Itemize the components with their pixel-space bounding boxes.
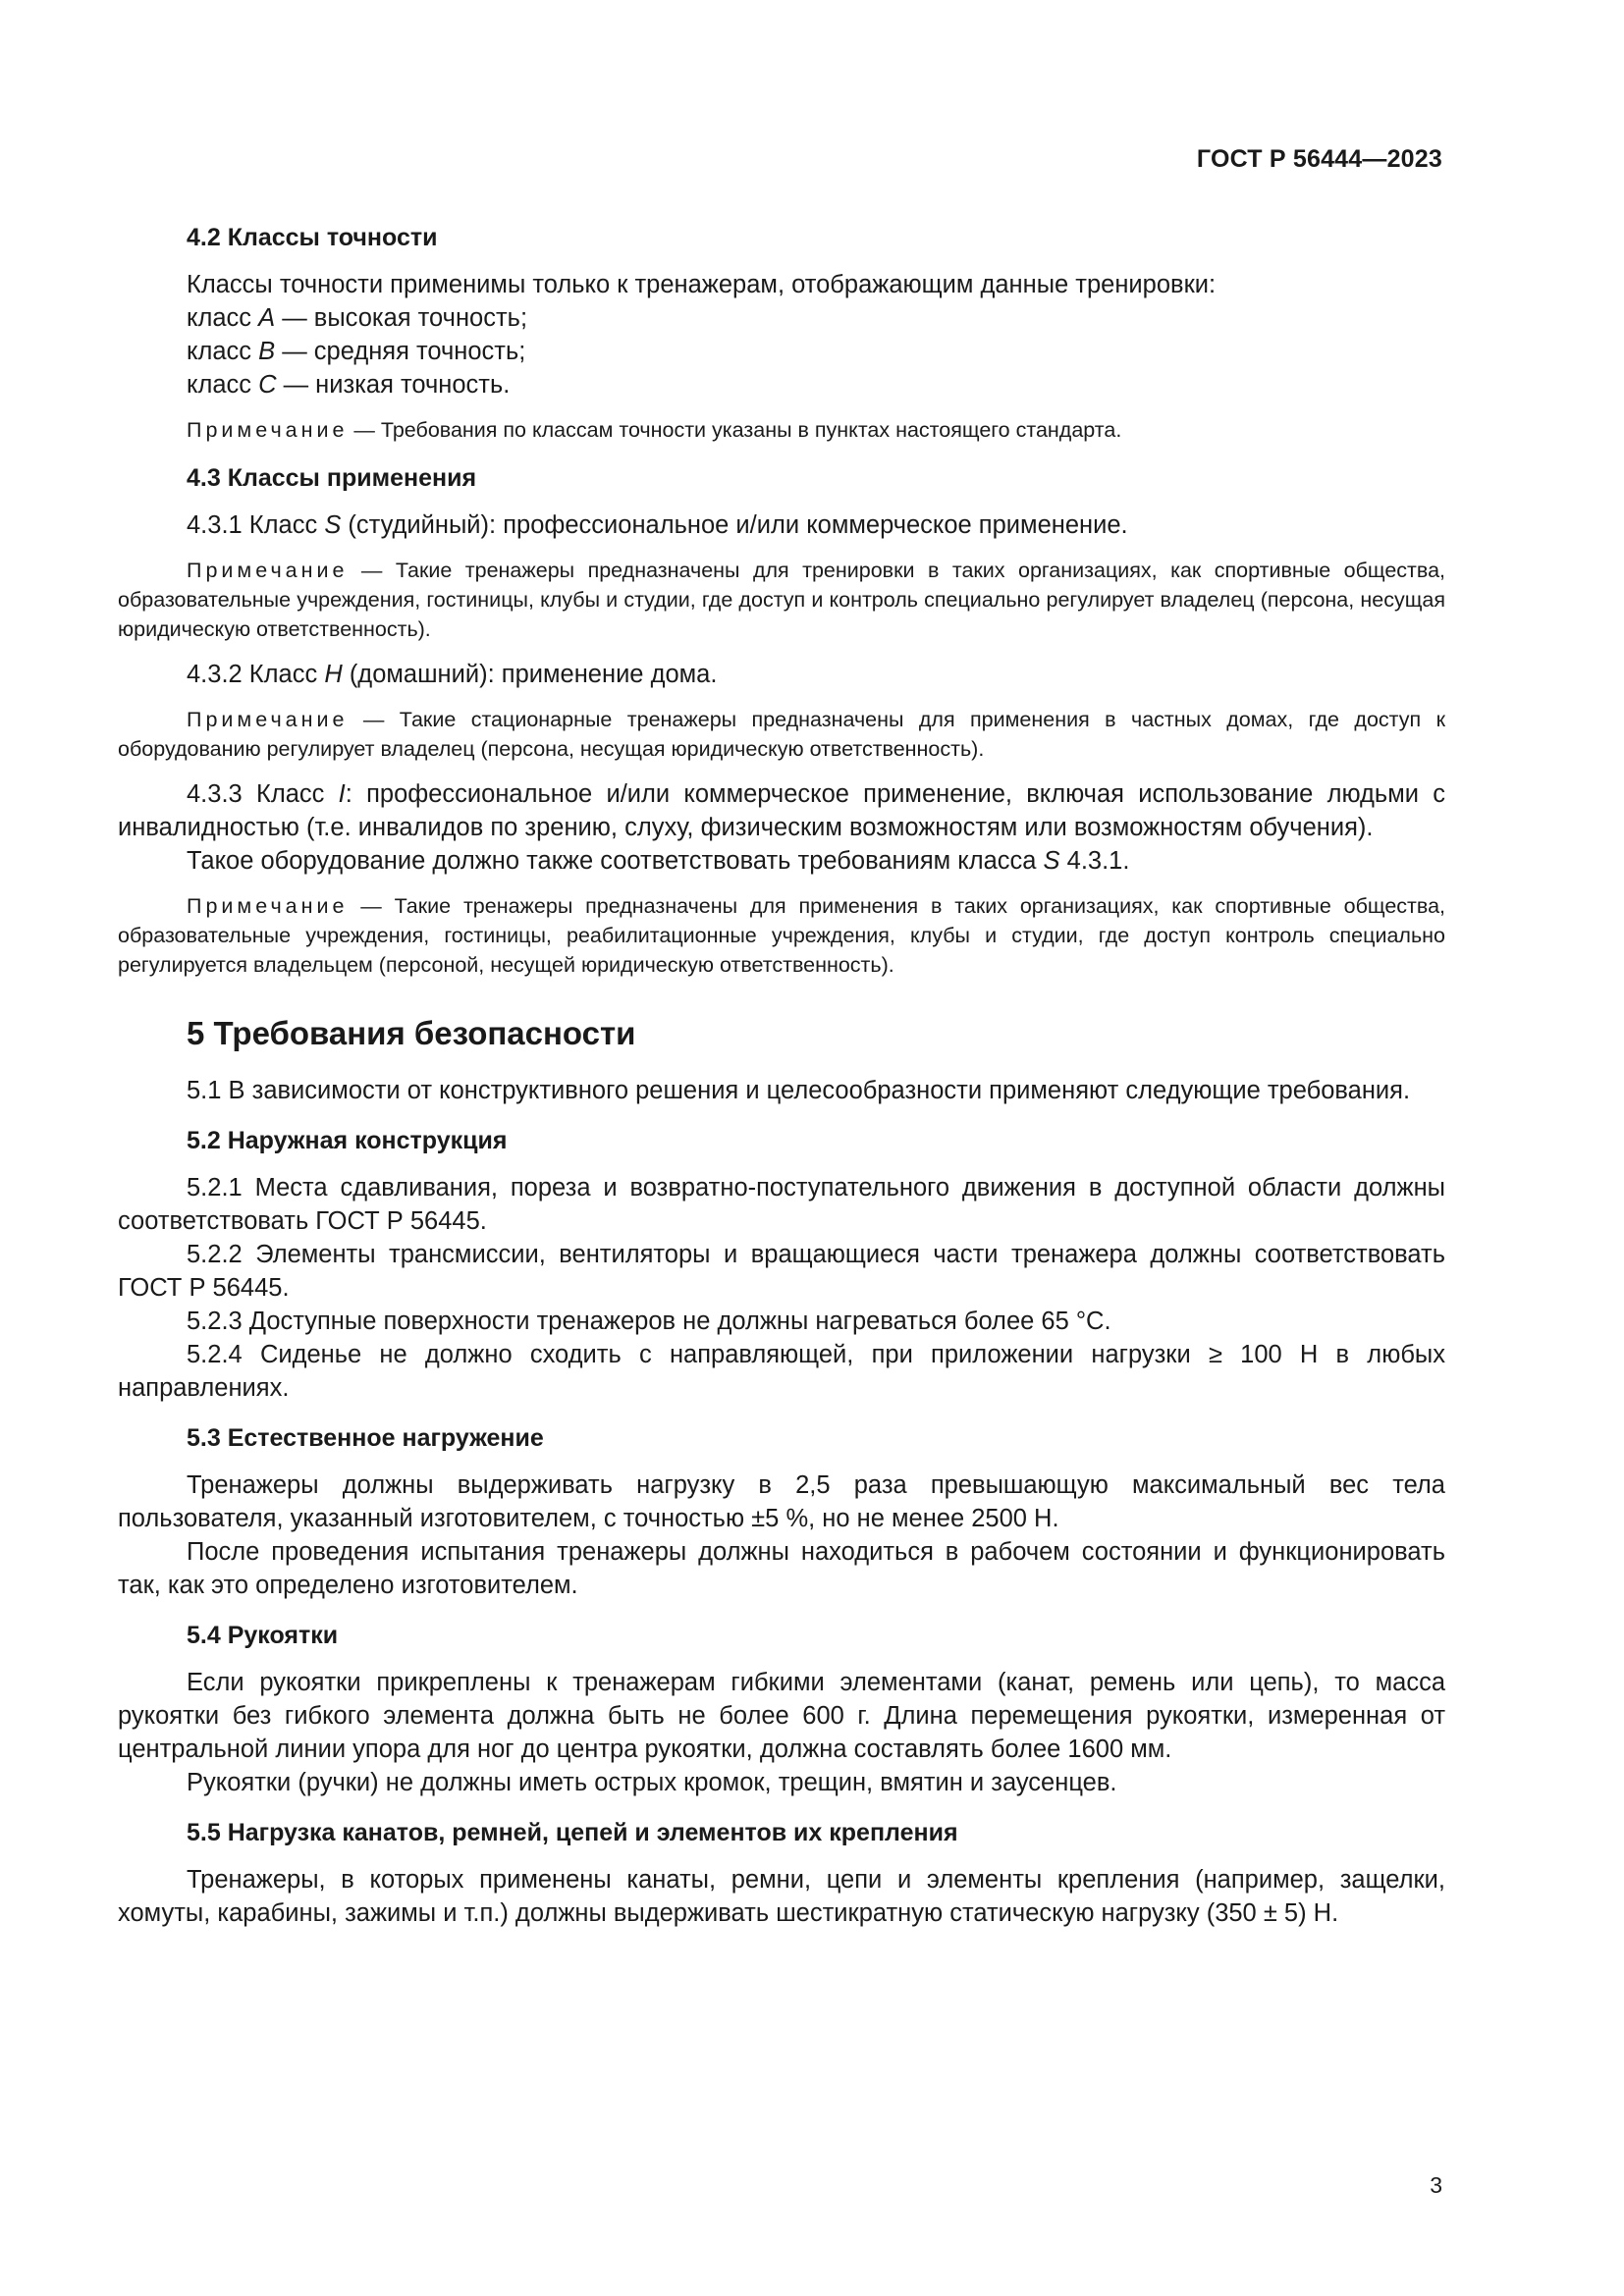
heading-5-4: 5.4 Рукоятки [187,1622,339,1649]
heading-5-5: 5.5 Нагрузка канатов, ремней, цепей и элементов их крепления [187,1819,958,1846]
paragraph-5-2-4: 5.2.4 Сиденье не должно сходить с направляющей, при приложении нагрузки ≥ 100 Н в любых направлениях. [118,1341,1445,1402]
note-accuracy: Примечание — Требования по классам точности указаны в пунктах настоящего стандарта. [187,418,1122,442]
heading-4-3: 4.3 Классы применения [187,464,477,492]
note-4-3-2: Примечание — Такие стационарные тренажеры предназначены для применения в частных домах, где доступ к оборудованию регулирует владелец (персона, несущая юридическую ответственность). [118,708,1445,761]
heading-section-5: 5 Требования безопасности [187,1015,636,1051]
heading-5-2: 5.2 Наружная конструкция [187,1127,508,1154]
page-number: 3 [1430,2172,1442,2198]
heading-5-3: 5.3 Естественное нагружение [187,1424,544,1452]
note-4-3-1: Примечание — Такие тренажеры предназначены для тренировки в таких организациях, как спортивные общества, образовательные учреждения, гостиницы, клубы и студии, где доступ и контроль специально регулирует владелец (персона, несущая юридическую ответственность). [118,559,1445,641]
paragraph-accuracy-intro: Классы точности применимы только к тренажерам, отображающим данные тренировки: [187,271,1217,298]
paragraph-5-4-b: Рукоятки (ручки) не должны иметь острых кромок, трещин, вмятин и заусенцев. [187,1769,1117,1796]
paragraph-5-3-b: После проведения испытания тренажеры должны находиться в рабочем состоянии и функционировать так, как это определено изготовителем. [118,1538,1445,1599]
document-body [118,224,1445,1930]
paragraph-4-3-1: 4.3.1 Класс S (студийный): профессиональное и/или коммерческое применение. [187,511,1128,539]
paragraph-5-2-2: 5.2.2 Элементы трансмиссии, вентиляторы и вращающиеся части тренажера должны соответствовать ГОСТ Р 56445. [118,1241,1445,1302]
paragraph-5-1: 5.1 В зависимости от конструктивного решения и целесообразности применяют следующие требования. [187,1077,1411,1104]
paragraph-5-3-a: Тренажеры должны выдерживать нагрузку в 2,5 раза превышающую максимальный вес тела пользователя, указанный изготовителем, с точностью ±5 %, но не менее 2500 Н. [118,1471,1445,1532]
paragraph-5-5-a: Тренажеры, в которых применены канаты, ремни, цепи и элементы крепления (например, защелки, хомуты, карабины, зажимы и т.п.) должны выдерживать шестикратную статическую нагрузку (350 ± 5) Н. [118,1866,1445,1927]
heading-4-2: 4.2 Классы точности [187,224,438,251]
paragraph-4-3-3-addendum: Такое оборудование должно также соответствовать требованиям класса S 4.3.1. [187,847,1130,875]
accuracy-class-a: класс A — высокая точность; [187,304,528,332]
page-header: ГОСТ Р 56444—2023 [1196,145,1442,173]
paragraph-4-3-3: 4.3.3 Класс I: профессиональное и/или коммерческое применение, включая использование людьми с инвалидностью (т.е. инвалидов по зрению, слуху, физическим возможностям или возможностям обучения). [118,780,1445,841]
paragraph-5-2-3: 5.2.3 Доступные поверхности тренажеров не должны нагреваться более 65 °C. [187,1308,1111,1335]
accuracy-class-b: класс B — средняя точность; [187,338,526,365]
paragraph-4-3-2: 4.3.2 Класс H (домашний): применение дома. [187,661,718,688]
accuracy-class-c: класс C — низкая точность. [187,371,511,399]
paragraph-5-2-1: 5.2.1 Места сдавливания, пореза и возвратно-поступательного движения в доступной области должны соответствовать ГОСТ Р 56445. [118,1174,1445,1235]
note-4-3-3: Примечание — Такие тренажеры предназначены для применения в таких организациях, как спортивные общества, образовательные учреждения, гостиницы, реабилитационные учреждения, клубы и студии, где доступ контроль специально регулируется владельцем (персоной, несущей юридическую ответственность). [118,894,1445,977]
paragraph-5-4-a: Если рукоятки прикреплены к тренажерам гибкими элементами (канат, ремень или цепь), то масса рукоятки без гибкого элемента должна быть не более 600 г. Длина перемещения рукоятки, измеренная от центральной линии упора для ног до центра рукоятки, должна составлять более 1600 мм. [118,1669,1445,1763]
